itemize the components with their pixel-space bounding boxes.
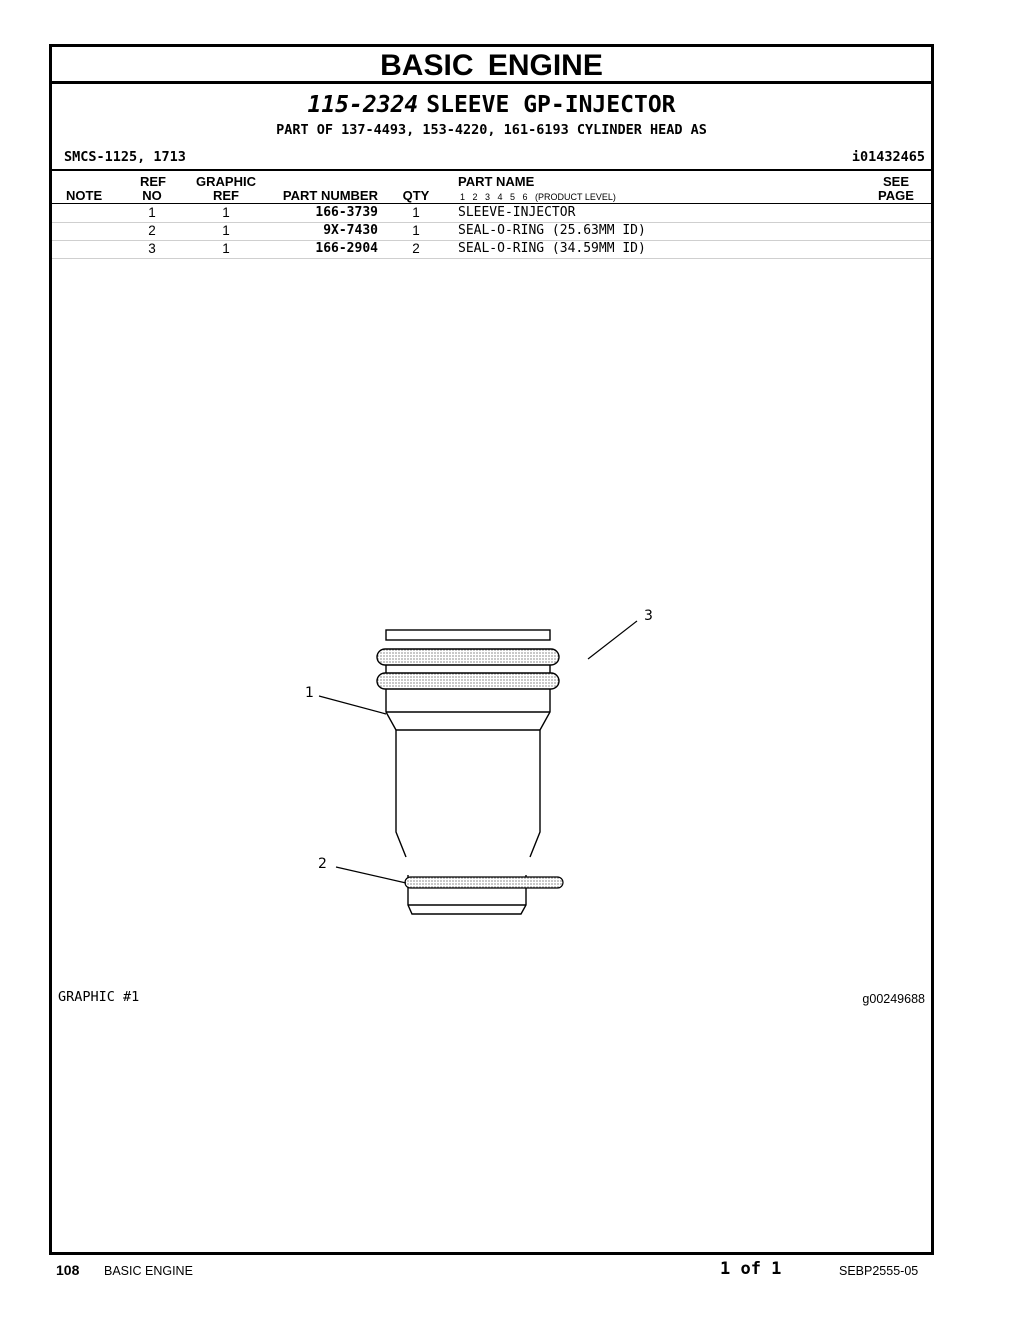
- col-header-note: NOTE: [66, 188, 103, 203]
- leader-line-2: [336, 867, 406, 883]
- col-header-ref-bottom: NO: [142, 188, 162, 203]
- graphic-ref: 1: [222, 223, 230, 238]
- group-title: [52, 91, 931, 119]
- page-frame: [49, 44, 934, 1255]
- part-of-line: PART OF 137-4493, 153-4220, 161-6193 CYLINDER HEAD AS: [276, 122, 707, 138]
- callout-1: 1: [305, 685, 314, 701]
- ref-no: 2: [148, 223, 156, 238]
- callout-3: 3: [644, 608, 653, 624]
- footer-page-number: 108: [56, 1262, 80, 1278]
- col-header-graphic-bottom: REF: [213, 188, 239, 203]
- leader-line-3: [588, 621, 637, 659]
- leader-line-1: [319, 696, 386, 714]
- o-ring-lower: [405, 877, 563, 888]
- col-header-see-top: SEE: [882, 174, 909, 189]
- qty: 2: [412, 241, 420, 256]
- part-name: SEAL-O-RING (34.59MM ID): [458, 241, 646, 256]
- col-header-graphic-top: GRAPHIC: [196, 174, 256, 189]
- footer-section-name: BASIC ENGINE: [104, 1264, 193, 1278]
- group-number: 115-2324: [307, 92, 419, 118]
- o-ring-middle: [377, 673, 559, 689]
- ref-no: 1: [148, 205, 156, 220]
- part-number: 166-2904: [315, 241, 378, 256]
- o-ring-upper: [377, 649, 559, 665]
- part-name: SEAL-O-RING (25.63MM ID): [458, 223, 646, 238]
- sleeve-assembly-drawing: [302, 577, 722, 957]
- table-row: [52, 204, 931, 223]
- header-divider: [52, 169, 931, 171]
- graphic-label: GRAPHIC #1: [58, 989, 140, 1005]
- footer-page-of: 1 of 1: [720, 1259, 782, 1279]
- part-number: 166-3739: [315, 205, 378, 220]
- col-header-ref-top: REF: [140, 174, 166, 189]
- graphic-ref: 1: [222, 205, 230, 220]
- table-row: [52, 222, 931, 241]
- illustration-id: i01432465: [851, 149, 925, 165]
- col-header-qty: QTY: [402, 188, 430, 203]
- table-row: [52, 240, 931, 259]
- smcs-codes: SMCS-1125, 1713: [64, 149, 186, 165]
- col-header-product-level: 1 2 3 4 5 6 (PRODUCT LEVEL): [460, 192, 616, 202]
- col-header-part-name: PART NAME: [458, 174, 535, 189]
- col-header-see-bottom: PAGE: [878, 188, 914, 203]
- qty: 1: [412, 223, 420, 238]
- qty: 1: [412, 205, 420, 220]
- section-title: BASIC ENGINE: [52, 47, 931, 84]
- group-name: SLEEVE GP-INJECTOR: [426, 92, 676, 118]
- part-name: SLEEVE-INJECTOR: [458, 205, 576, 220]
- footer-document-number: SEBP2555-05: [839, 1264, 919, 1278]
- callout-2: 2: [318, 856, 327, 872]
- graphic-id: g00249688: [862, 992, 925, 1006]
- part-number: 9X-7430: [323, 223, 378, 238]
- ref-no: 3: [148, 241, 156, 256]
- graphic-ref: 1: [222, 241, 230, 256]
- col-header-part-number: PART NUMBER: [282, 188, 378, 203]
